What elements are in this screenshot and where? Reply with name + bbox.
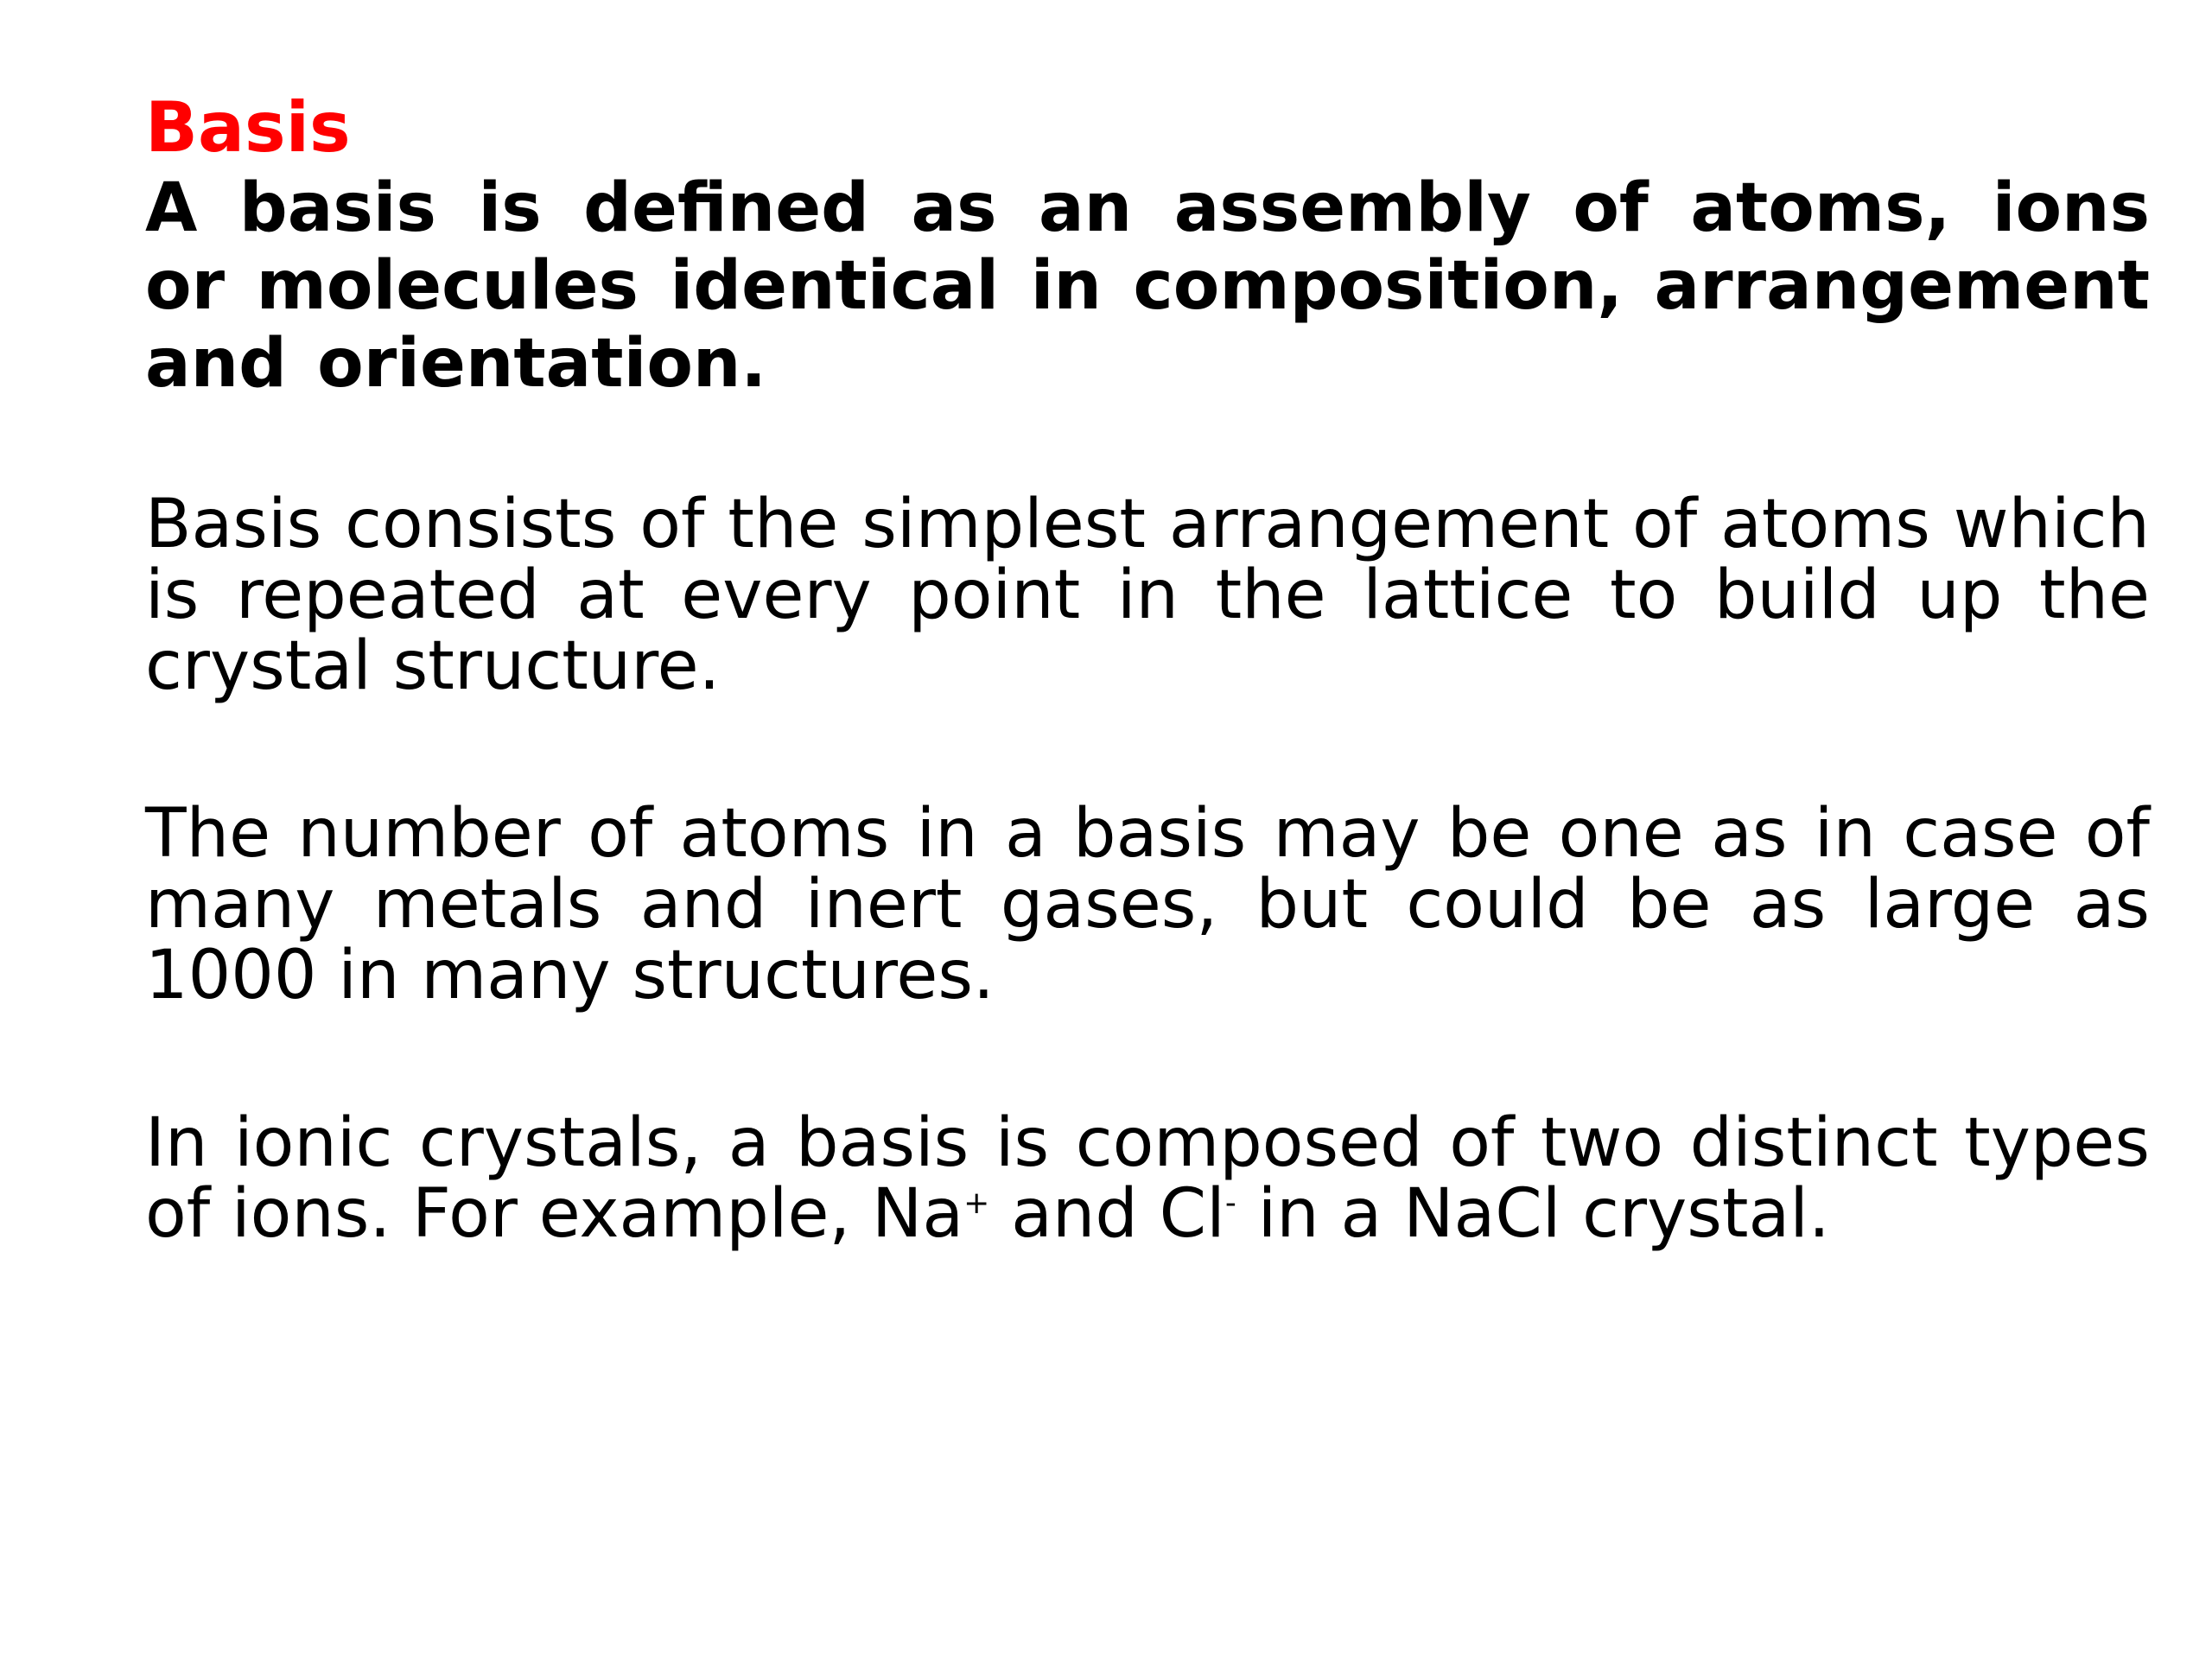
- sodium-charge: +: [963, 1185, 990, 1221]
- ionic-text-b: and Cl: [989, 1175, 1225, 1253]
- slide-heading: Basis: [145, 87, 351, 168]
- ionic-crystal-paragraph: [145, 1104, 2150, 1253]
- ionic-text-c: in a NaCl crystal.: [1236, 1175, 1830, 1253]
- chloride-charge: -: [1224, 1185, 1236, 1221]
- ionic-text-a: In ionic crystals, a basis is composed of two distinct types of ions. For example, Na: [145, 1104, 2150, 1253]
- atom-count-paragraph: The number of atoms in a basis may be one as in case of many metals and inert gases, but could be as large as 1000 in many structures.: [145, 795, 2150, 1014]
- definition-paragraph: A basis is defined as an assembly of atoms, ions or molecules identical in composition, arrangement and orientation.: [145, 169, 2150, 403]
- slide-content: [145, 86, 2150, 1253]
- basis-arrangement-paragraph: Basis consists of the simplest arrangement of atoms which is repeated at every point in the lattice to build up the crystal structure.: [145, 486, 2150, 705]
